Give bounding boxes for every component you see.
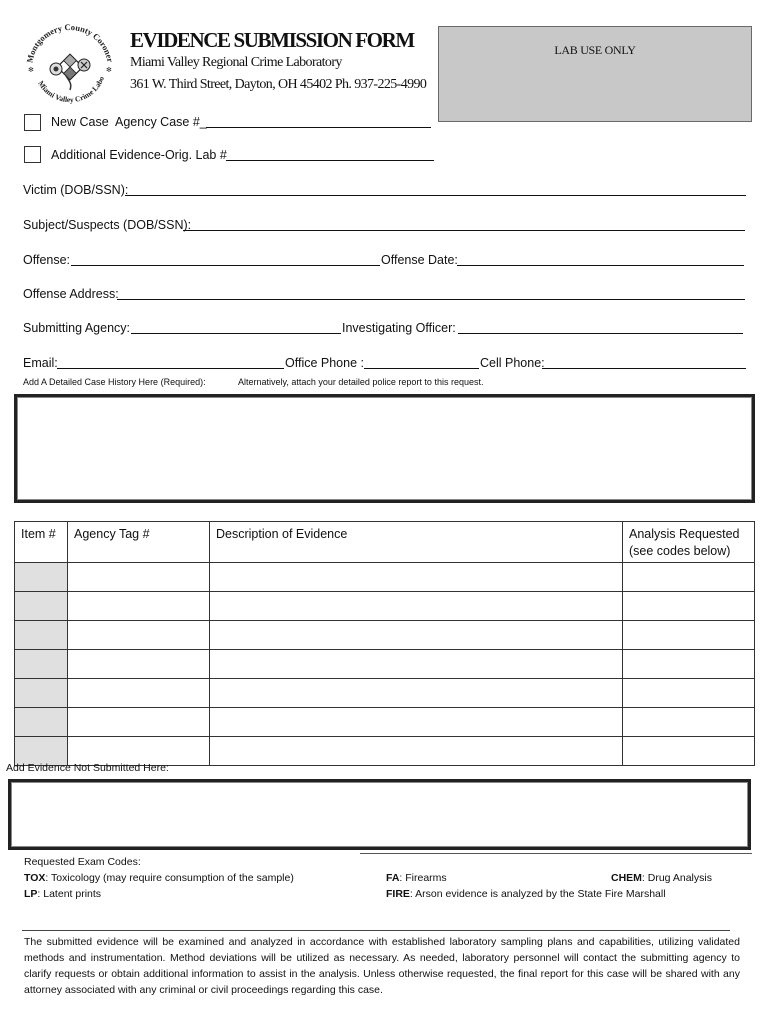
- code-fa: FA: Firearms: [386, 872, 447, 884]
- item-number-cell[interactable]: [15, 679, 68, 708]
- agency-tag-cell[interactable]: [68, 592, 210, 621]
- submitting-agency-field[interactable]: [131, 321, 341, 334]
- description-cell[interactable]: [210, 650, 623, 679]
- description-cell[interactable]: [210, 708, 623, 737]
- agency-tag-cell[interactable]: [68, 621, 210, 650]
- code-lp: LP: Latent prints: [24, 888, 102, 900]
- cell-phone-field[interactable]: [542, 356, 746, 369]
- lab-use-only-label: LAB USE ONLY: [554, 43, 636, 57]
- new-case-label: New Case: [51, 115, 109, 129]
- case-history-textarea[interactable]: [14, 394, 755, 503]
- orig-lab-number-field[interactable]: [226, 148, 434, 161]
- analysis-cell[interactable]: [623, 592, 755, 621]
- agency-tag-cell[interactable]: [68, 563, 210, 592]
- new-case-checkbox[interactable]: [24, 114, 41, 131]
- investigating-officer-field[interactable]: [458, 321, 743, 334]
- lab-use-only-box: [438, 26, 752, 122]
- header-agency-tag: Agency Tag #: [68, 522, 210, 563]
- seal-top-text: Montgomery County Coroner: [24, 21, 116, 64]
- table-header-row: [15, 522, 755, 563]
- investigating-officer-label: Investigating Officer:: [342, 321, 456, 335]
- analysis-cell[interactable]: [623, 708, 755, 737]
- additional-evidence-checkbox[interactable]: [24, 146, 41, 163]
- agency-case-label: Agency Case #_: [115, 115, 207, 129]
- analysis-cell[interactable]: [623, 737, 755, 766]
- form-title: EVIDENCE SUBMISSION FORM: [130, 28, 414, 52]
- offense-date-label: Offense Date:: [381, 253, 458, 267]
- description-cell[interactable]: [210, 679, 623, 708]
- analysis-cell[interactable]: [623, 650, 755, 679]
- divider-line: [360, 853, 752, 854]
- code-fire: FIRE: Arson evidence is analyzed by the State Fire Marshall: [386, 888, 666, 900]
- case-history-note: Alternatively, attach your detailed police report to this request.: [238, 377, 484, 387]
- header-analysis-requested: Analysis Requested (see codes below): [623, 522, 755, 563]
- office-phone-field[interactable]: [364, 356, 479, 369]
- description-cell[interactable]: [210, 563, 623, 592]
- offense-address-field[interactable]: [117, 287, 745, 300]
- agency-tag-cell[interactable]: [68, 679, 210, 708]
- svg-text:✻: ✻: [106, 67, 112, 74]
- header-item-number: Item #: [15, 522, 68, 563]
- item-number-cell[interactable]: [15, 708, 68, 737]
- table-row: [15, 592, 755, 621]
- agency-tag-cell[interactable]: [68, 708, 210, 737]
- agency-case-field[interactable]: [206, 115, 431, 128]
- item-number-cell[interactable]: [15, 592, 68, 621]
- header-description: Description of Evidence: [210, 522, 623, 563]
- analysis-cell[interactable]: [623, 679, 755, 708]
- subject-label: Subject/Suspects (DOB/SSN):: [23, 218, 192, 232]
- not-submitted-textarea[interactable]: [8, 779, 751, 850]
- not-submitted-label: Add Evidence Not Submitted Here:: [6, 762, 169, 774]
- office-phone-label: Office Phone :: [285, 356, 364, 370]
- email-field[interactable]: [57, 356, 284, 369]
- email-label: Email:: [23, 356, 58, 370]
- seal-bottom-text: Miami Valley Crime Labo: [36, 75, 107, 105]
- lab-address: 361 W. Third Street, Dayton, OH 45402 Ph. 937-225-4990: [130, 77, 427, 92]
- offense-date-field[interactable]: [457, 253, 744, 266]
- offense-address-label: Offense Address:: [23, 287, 119, 301]
- analysis-cell[interactable]: [623, 563, 755, 592]
- analysis-cell[interactable]: [623, 621, 755, 650]
- svg-text:✻: ✻: [28, 67, 34, 74]
- victim-field[interactable]: [125, 183, 746, 196]
- offense-label: Offense:: [23, 253, 71, 267]
- table-row: [15, 563, 755, 592]
- table-row: [15, 679, 755, 708]
- code-chem: CHEM: Drug Analysis: [611, 872, 712, 884]
- code-tox: TOX: Toxicology (may require consumption of the sample): [24, 872, 294, 884]
- footer-divider: [22, 930, 730, 931]
- table-row: [15, 708, 755, 737]
- agency-tag-cell[interactable]: [68, 650, 210, 679]
- submitting-agency-label: Submitting Agency:: [23, 321, 131, 335]
- additional-evidence-label: Additional Evidence-Orig. Lab #: [51, 148, 227, 162]
- item-number-cell[interactable]: [15, 650, 68, 679]
- offense-field[interactable]: [71, 253, 380, 266]
- description-cell[interactable]: [210, 737, 623, 766]
- disclaimer-text: The submitted evidence will be examined and analyzed in accordance with established laboratory sampling plans and capabilities, utilizing validated methods and instrumentation. Method deviations will be utilized as necessary. As needed, laboratory personnel will contact the submitting agency to clarify requests or obtain additional information to assist in the analysis. Unless otherwise requested, the final report for this case will be shared with any attorney associated with any criminal or civil proceedings regarding this case.: [24, 936, 740, 996]
- subject-field[interactable]: [183, 218, 745, 231]
- evidence-items-table: [14, 521, 755, 766]
- exam-codes-title: Requested Exam Codes:: [24, 856, 141, 868]
- table-row: [15, 621, 755, 650]
- description-cell[interactable]: [210, 621, 623, 650]
- case-history-label: Add A Detailed Case History Here (Required):: [23, 377, 206, 387]
- victim-label: Victim (DOB/SSN):: [23, 183, 129, 197]
- crime-lab-seal-logo: [20, 20, 120, 110]
- item-number-cell[interactable]: [15, 621, 68, 650]
- cell-phone-label: Cell Phone:: [480, 356, 545, 370]
- item-number-cell[interactable]: [15, 563, 68, 592]
- description-cell[interactable]: [210, 592, 623, 621]
- lab-name: Miami Valley Regional Crime Laboratory: [130, 55, 342, 70]
- table-row: [15, 650, 755, 679]
